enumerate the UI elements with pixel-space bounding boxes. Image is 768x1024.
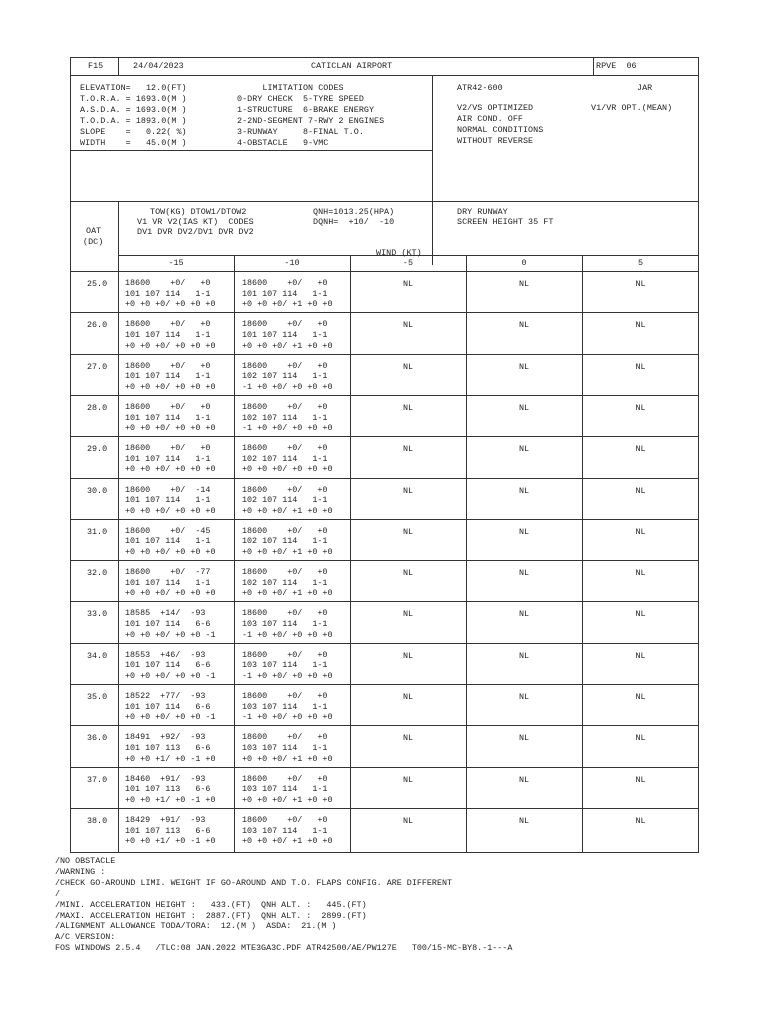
legend-dqnh: DQNH= +10/ -10 [313,217,395,227]
cell-wind-m10: 102 107 114 1-1 [242,536,328,547]
cell-wind-m10: 103 107 114 1-1 [242,784,328,795]
header-divider [70,75,699,76]
cell-wind-m10: -1 +0 +0/ +0 +0 +0 [242,670,333,681]
cell-wind-m10: 18600 +0/ +0 [242,278,328,288]
cell-wind-m10: 18600 +0/ +0 [242,567,328,578]
cell-wind-m15: 18600 +0/ +0 [125,278,211,288]
limitation-code-line: 3-RUNWAY 8-FINAL T.O. [237,127,364,137]
cell-wind-m15: 101 107 114 1-1 [125,288,211,299]
cell-not-limiting: NL [402,279,414,289]
cell-wind-m10: +0 +0 +0/ +1 +0 +0 [242,547,333,557]
cell-wind-m15: +0 +0 +0/ +0 +0 +0 [125,505,216,516]
cell-wind-m15: 101 107 113 6-6 [125,784,211,795]
aircraft-line-1: V2/VS OPTIMIZED [457,103,534,113]
cell-wind-m15: 101 107 113 6-6 [125,825,211,836]
oat-value: 26.0 [87,320,108,331]
legend-line-2: V1 VR V2(IAS KT) CODES [137,217,254,227]
cell-not-limiting: NL [518,444,530,455]
cell-not-limiting: NL [635,650,646,661]
cell-not-limiting: NL [402,568,414,579]
cell-wind-m15: +0 +0 +1/ +0 -1 +0 [125,794,216,805]
cell-not-limiting: NL [518,568,530,579]
cell-not-limiting: NL [518,279,530,289]
oat-value: 32.0 [87,568,108,579]
runway-info-line: T.O.D.A. = 1893.0(M ) [80,116,187,126]
cell-wind-m15: 101 107 114 6-6 [125,619,211,629]
cell-wind-m15: 101 107 114 6-6 [125,701,211,712]
row-divider [70,684,699,685]
cell-not-limiting: NL [518,485,530,496]
oat-value: 27.0 [87,361,108,372]
wind-column-header: 5 [637,258,644,268]
info-bottom-line [70,150,432,151]
row-divider [70,395,699,396]
cell-wind-m15: +0 +0 +0/ +0 +0 +0 [125,299,216,310]
cell-wind-m10: 102 107 114 1-1 [242,577,328,588]
oat-value: 30.0 [87,485,108,496]
cell-not-limiting: NL [402,774,414,785]
row-divider [70,354,699,355]
cell-not-limiting: NL [402,650,414,661]
row-divider [70,560,699,561]
cell-not-limiting: NL [518,320,530,331]
row-divider [70,725,699,726]
limitation-code-line: 0-DRY CHECK 5-TYRE SPEED [237,94,364,104]
row-divider [70,601,699,602]
cell-wind-m10: 101 107 114 1-1 [242,329,328,340]
cell-not-limiting: NL [635,609,646,620]
legend-line-3: DV1 DVR DV2/DV1 DVR DV2 [137,227,254,237]
cell-wind-m15: 18460 +91/ -93 [125,773,206,784]
row-divider [70,767,699,768]
cell-wind-m10: +0 +0 +0/ +1 +0 +0 [242,753,333,764]
cell-not-limiting: NL [402,692,414,702]
cell-not-limiting: NL [518,774,530,785]
footer-line: / [55,888,61,899]
wind-column-header: -10 [284,258,300,268]
cell-not-limiting: NL [518,402,530,413]
footer-line: /MINI. ACCELERATION HEIGHT : 433.(FT) QNH ALT. : 445.(FT) [55,899,367,910]
cell-not-limiting: NL [635,361,646,372]
cell-wind-m15: 18600 +0/ +0 [125,401,211,412]
cell-not-limiting: NL [518,361,530,372]
cell-wind-m10: 18600 +0/ +0 [242,525,328,536]
header-sep-1 [118,57,119,75]
wind-column-header: -5 [402,258,414,268]
oat-value: 33.0 [87,609,108,620]
cell-not-limiting: NL [402,609,414,620]
cell-wind-m10: 18600 +0/ +0 [242,401,328,412]
cell-wind-m15: 18600 +0/ +0 [125,319,211,330]
runway-info-line: A.S.D.A. = 1693.0(M ) [80,105,187,115]
limitation-code-line: LIMITATION CODES [237,83,344,93]
cell-wind-m15: +0 +0 +0/ +0 +0 +0 [125,547,216,557]
cell-not-limiting: NL [635,692,646,702]
wind-col-divider [466,255,467,853]
cell-not-limiting: NL [518,733,530,744]
cell-wind-m10: 103 107 114 1-1 [242,701,328,712]
cell-not-limiting: NL [635,485,646,496]
limitation-code-line: 2-2ND-SEGMENT 7-RWY 2 ENGINES [237,116,385,126]
wind-header-bottom [70,271,699,272]
blank-bottom-line [70,201,699,202]
cell-not-limiting: NL [635,402,646,413]
cell-wind-m15: 101 107 114 1-1 [125,577,211,588]
row-divider [70,519,699,520]
oat-value: 38.0 [87,815,108,826]
cell-not-limiting: NL [635,320,646,331]
cell-not-limiting: NL [635,444,646,455]
cell-wind-m15: 101 107 114 1-1 [125,453,211,464]
oat-col-divider [118,201,119,853]
footer-line: /MAXI. ACCELERATION HEIGHT : 2887.(FT) QNH ALT. : 2899.(FT) [55,910,367,921]
cell-wind-m10: +0 +0 +0/ +1 +0 +0 [242,299,333,310]
wind-column-header: -15 [168,258,184,268]
oat-value: 28.0 [87,402,108,413]
cell-not-limiting: NL [518,526,530,537]
aircraft-type: ATR42-600 [457,83,503,93]
cell-wind-m10: +0 +0 +0/ +1 +0 +0 [242,505,333,516]
cell-wind-m10: 102 107 114 1-1 [242,412,328,423]
aircraft-reg: JAR [637,83,653,93]
cell-wind-m15: 101 107 113 6-6 [125,742,211,753]
cell-wind-m10: +0 +0 +0/ +1 +0 +0 [242,836,333,847]
cell-wind-m10: 18600 +0/ +0 [242,732,328,743]
oat-value: 37.0 [87,774,108,785]
footer-line: /CHECK GO-AROUND LIMI. WEIGHT IF GO-AROUND AND T.O. FLAPS CONFIG. ARE DIFFERENT [55,877,453,888]
oat-value: 36.0 [87,733,108,744]
cell-not-limiting: NL [635,815,646,826]
cell-not-limiting: NL [635,526,646,537]
cell-not-limiting: NL [402,402,414,413]
oat-label: OAT [86,226,102,236]
cell-not-limiting: NL [402,361,414,372]
cell-wind-m15: 18600 +0/ +0 [125,360,211,371]
cell-wind-m10: 18600 +0/ +0 [242,649,328,660]
cell-not-limiting: NL [635,568,646,579]
oat-unit-label: (DC) [83,237,104,247]
footer-line: FOS WINDOWS 2.5.4 /TLC:08 JAN.2022 MTE3GA3C.PDF ATR42500/AE/PW127E T00/15-MC-BY8.-1---A [55,943,513,954]
limitation-code-line: 4-OBSTACLE 9-VMC [237,138,329,148]
cell-wind-m10: 102 107 114 1-1 [242,453,328,464]
cell-wind-m10: 101 107 114 1-1 [242,288,328,299]
cell-not-limiting: NL [518,609,530,620]
oat-value: 29.0 [87,444,108,455]
cell-wind-m10: 102 107 114 1-1 [242,371,328,382]
runway-info-line: SLOPE = 0.22( %) [80,127,187,137]
cell-not-limiting: NL [402,733,414,744]
cell-wind-m15: 18600 +0/ -14 [125,484,211,495]
cell-wind-m15: 18600 +0/ -45 [125,525,211,536]
cell-wind-m15: +0 +0 +0/ +0 +0 -1 [125,629,216,640]
legend-runway-state: DRY RUNWAY [457,207,508,217]
cell-not-limiting: NL [402,320,414,331]
limitation-code-line: 1-STRUCTURE 6-BRAKE ENERGY [237,105,375,115]
runway-info-line: WIDTH = 45.0(M ) [80,138,187,148]
wind-label: WIND (KT) [376,248,422,258]
cell-wind-m15: 101 107 114 1-1 [125,371,211,382]
row-divider [70,808,699,809]
oat-value: 35.0 [87,692,108,702]
cell-not-limiting: NL [518,692,530,702]
cell-wind-m10: 103 107 114 1-1 [242,742,328,753]
cell-wind-m15: 18553 +46/ -93 [125,649,206,660]
row-divider [70,478,699,479]
header-sep-2 [593,57,594,75]
cell-wind-m10: 18600 +0/ +0 [242,814,328,825]
cell-wind-m10: 18600 +0/ +0 [242,691,328,701]
cell-wind-m10: 103 107 114 1-1 [242,619,328,629]
cell-wind-m10: -1 +0 +0/ +0 +0 +0 [242,381,333,392]
cell-wind-m15: +0 +0 +0/ +0 +0 -1 [125,712,216,723]
footer-line: /ALIGNMENT ALLOWANCE TODA/TORA: 12.(M ) ASDA: 21.(M ) [55,921,337,932]
cell-wind-m15: +0 +0 +0/ +0 +0 +0 [125,340,216,351]
cell-not-limiting: NL [518,650,530,661]
cell-wind-m15: 18585 +14/ -93 [125,608,206,619]
info-divider [432,75,433,265]
cell-wind-m15: 18491 +92/ -93 [125,732,206,743]
header-airport: CATICLAN AIRPORT [311,61,393,71]
wind-col-divider [234,255,235,853]
footer-line: /WARNING : [55,866,106,877]
cell-not-limiting: NL [402,526,414,537]
aircraft-v1vr: V1/VR OPT.(MEAN) [591,103,673,113]
cell-wind-m15: +0 +0 +0/ +0 +0 -1 [125,670,216,681]
cell-wind-m10: +0 +0 +0/ +1 +0 +0 [242,588,333,599]
cell-wind-m15: +0 +0 +0/ +0 +0 +0 [125,588,216,599]
cell-wind-m15: 18522 +77/ -93 [125,691,206,701]
cell-wind-m15: +0 +0 +1/ +0 -1 +0 [125,836,216,847]
row-divider [70,312,699,313]
footer-line: A/C VERSION: [55,932,116,943]
cell-wind-m15: 101 107 114 1-1 [125,495,211,506]
oat-value: 34.0 [87,650,108,661]
row-divider [70,643,699,644]
wind-column-header: 0 [521,258,527,268]
cell-wind-m10: 18600 +0/ +0 [242,360,328,371]
cell-wind-m15: 18600 +0/ +0 [125,443,211,454]
cell-not-limiting: NL [635,774,646,785]
header-runway: RPVE 06 [596,61,637,71]
oat-value: 31.0 [87,526,108,537]
cell-wind-m10: 18600 +0/ +0 [242,484,328,495]
cell-not-limiting: NL [518,815,530,826]
cell-wind-m10: +0 +0 +0/ +0 +0 +0 [242,464,333,475]
cell-wind-m10: -1 +0 +0/ +0 +0 +0 [242,712,333,723]
cell-wind-m10: -1 +0 +0/ +0 +0 +0 [242,423,333,434]
cell-wind-m15: +0 +0 +0/ +0 +0 +0 [125,464,216,475]
cell-not-limiting: NL [635,279,646,289]
cell-not-limiting: NL [402,444,414,455]
aircraft-line-3: NORMAL CONDITIONS [457,125,544,135]
cell-wind-m15: +0 +0 +0/ +0 +0 +0 [125,423,216,434]
cell-wind-m15: 18600 +0/ -77 [125,567,211,578]
cell-wind-m15: +0 +0 +1/ +0 -1 +0 [125,753,216,764]
cell-wind-m10: 18600 +0/ +0 [242,443,328,454]
runway-info-line: ELEVATION= 12.0(FT) [80,83,187,93]
cell-wind-m15: 101 107 114 6-6 [125,660,211,671]
wind-col-divider [582,255,583,853]
cell-wind-m10: 103 107 114 1-1 [242,660,328,671]
footer-line: /NO OBSTACLE [55,856,116,866]
cell-wind-m10: 18600 +0/ +0 [242,319,328,330]
legend-line-1: TOW(KG) DTOW1/DTOW2 [150,207,247,217]
cell-wind-m15: 101 107 114 1-1 [125,412,211,423]
cell-not-limiting: NL [635,733,646,744]
cell-wind-m15: 101 107 114 1-1 [125,329,211,340]
cell-wind-m15: 101 107 114 1-1 [125,536,211,547]
wind-col-divider [350,255,351,853]
header-date: 24/04/2023 [133,61,184,71]
aircraft-line-4: WITHOUT REVERSE [457,136,534,146]
row-divider [70,436,699,437]
cell-wind-m10: 103 107 114 1-1 [242,825,328,836]
cell-wind-m10: +0 +0 +0/ +1 +0 +0 [242,340,333,351]
cell-wind-m10: -1 +0 +0/ +0 +0 +0 [242,629,333,640]
aircraft-line-2: AIR COND. OFF [457,114,523,124]
header-code: F15 [88,61,104,71]
cell-not-limiting: NL [402,485,414,496]
cell-wind-m10: 102 107 114 1-1 [242,495,328,506]
cell-wind-m10: 18600 +0/ +0 [242,608,328,619]
cell-wind-m15: +0 +0 +0/ +0 +0 +0 [125,381,216,392]
cell-wind-m10: +0 +0 +0/ +1 +0 +0 [242,794,333,805]
legend-screen-height: SCREEN HEIGHT 35 FT [457,217,554,227]
cell-wind-m10: 18600 +0/ +0 [242,773,328,784]
oat-value: 25.0 [87,279,108,289]
cell-not-limiting: NL [402,815,414,826]
cell-wind-m15: 18429 +91/ -93 [125,814,206,825]
runway-info-line: T.O.R.A. = 1693.0(M ) [80,94,187,104]
legend-qnh: QNH=1013.25(HPA) [313,207,395,217]
